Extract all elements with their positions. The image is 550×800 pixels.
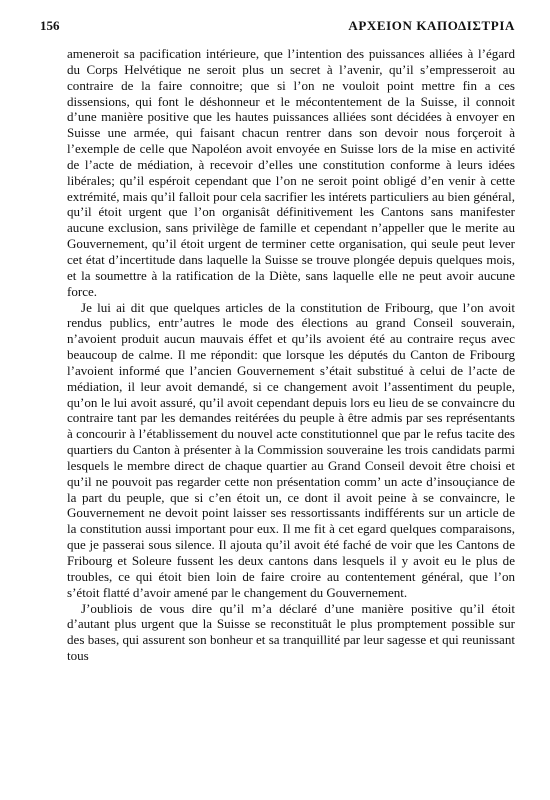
text-body bbox=[67, 46, 515, 664]
page-number: 156 bbox=[40, 18, 60, 33]
paragraph-2: Je lui ai dit que quelques articles de la constitution de Fribourg, que l’on avoit rendus publics, entr’autres le mode des élections au grand Conseil souverain, n’avoient produit aucun mauvais éffet et qu’ils avoient été au contraire reçus avec beaucoup de calme. Il me répondit: que lorsque les députés du Canton de Fribourg l’avoient informé que l’ancien Gouvernement s’était substitué à celui de l’acte de médiation, il leur avoit demandé, si ce changement avoit l’assentiment du peuple, qu’on le lui avoit assuré, qu’il avoit cependant depuis lors eu lieu de se convaincre du contraire tant par les demandes reitérées du peuple à être admis par ses représentants à concourir à l’établissement du nouvel acte constitutionnel que par le refus tacite des quartiers du Canton à présenter à la Commission souveraine les trois candidats parmi lesquels le membre direct de chaque quartier au Grand Conseil devoit être choisi et qu’il ne pouvoit pas regarder cette non présentation comm’ un acte d’insouçiance de la part du peuple, que si c’en étoit un, ce dont il avoit peine à se convaincre, le Gouvernement ne devoit point laisser ses ressortissants indifférents sur un article de la constitution aussi important pour eux. Il me fit à cet egard quelques comparaisons, que je passerai sous silence. Il ajouta qu’il avoit été faché de voir que les Cantons de Fribourg et Soleure fussent les deux cantons dans lesquels il y avoit eu le plus de troubles, ce qui étoit bien loin de faire croire au contentement général, que l’on s’étoit flatté d’avoir amené par le changement du Gouvernement. bbox=[67, 299, 515, 600]
running-head: ΑΡΧΕΙΟΝ ΚΑΠΟΔΙΣΤΡΙΑ bbox=[348, 18, 515, 33]
page-header bbox=[40, 18, 515, 36]
paragraph-3: J’oubliois de vous dire qu’il m’a déclaré d’une manière positive qu’il étoit d’autant plus urgent que la Suisse se reconstituât le plus promptement possible sur des bases, qui assurent son bonheur et sa tranquillité par leur sagesse et qui reunissant tous bbox=[67, 600, 515, 664]
paragraph-1: ameneroit sa pacification intérieure, que l’intention des puissances alliées à l’égard du Corps Helvétique ne seroit plus un secret à l’avenir, qu’il s’empresseroit au contraire de la faire connoitre; que si l’on ne vouloit point mettre fin a ces dissensions, qui font le déshonneur et le mécontentement de la Suisse, il connoit d’une manière positive que les hautes puissances alliées sont décidées à envoyer en Suisse une armée, qui faisant chacun rentrer dans son devoir nous forçeroit à l’exemple de celle que Napoléon avoit envoyée en Suisse lors de la mise en activité de l’acte de médiation, à recevoir d’elles une constitution conforme à leurs idées libérales; qu’il espéroit cependant que l’on ne seroit point obligé d’en venir à cette extrémité, mais qu’il falloit pour cela sacrifier les intérets particuliers au bien général, qu’il étoit urgent que l’on organisât définitivement les Cantons sans manifester aucune exclusion, sans privilège de famille et cependant n’appeller que le merite au Gouvernement, qu’il étoit urgent de terminer cette organisation, qui seule peut lever cet état d’incertitude dans laquelle la Suisse se trouve plongée depuis quelques mois, et la soumettre à la ratification de la Diète, sans laquelle elle ne peut avoir aucune force. bbox=[67, 46, 515, 299]
